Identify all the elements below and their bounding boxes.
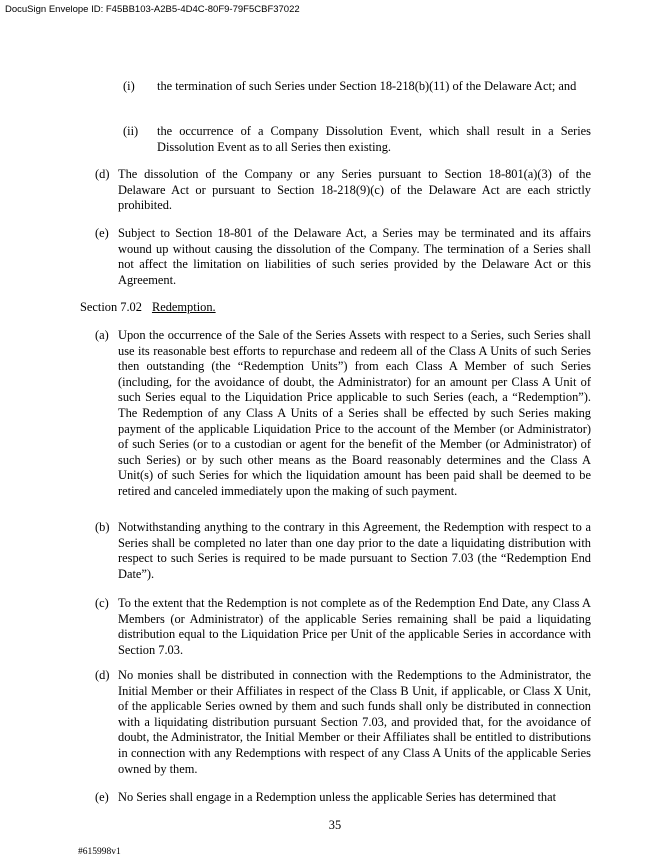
sub-item-label: (i) [123, 79, 135, 93]
list-item-label: (b) [95, 520, 110, 534]
list-item-b-redemption-end [95, 520, 591, 582]
list-item-label: (e) [95, 226, 109, 240]
list-item-e-termination [95, 226, 591, 288]
list-item-e-no-series [95, 790, 591, 806]
list-item-label: (d) [95, 167, 110, 181]
list-item-a-redemption [95, 328, 591, 500]
sub-item-label: (ii) [123, 124, 139, 138]
document-id: #615998v1 [78, 847, 121, 857]
sub-item-text: the termination of such Series under Section 18-218(b)(11) of the Delaware Act; and [157, 79, 577, 93]
list-item-label: (d) [95, 668, 110, 682]
list-item-text: Notwithstanding anything to the contrary in this Agreement, the Redemption with respect to a Series shall be completed no later than one day prior to the date a liquidating distribution with respect to such Series is required to be made pursuant to Section 7.03 (the “Redemption End Date”). [118, 520, 591, 581]
list-item-d-dissolution [95, 167, 591, 214]
sub-item-text: the occurrence of a Company Dissolution Event, which shall result in a Series Dissolution Event as to all Series then existing. [157, 124, 591, 154]
list-item-label: (a) [95, 328, 109, 342]
list-item-text: Subject to Section 18-801 of the Delaware Act, a Series may be terminated and its affairs wound up without causing the dissolution of the Company. The termination of a Series shall not affect the limitation on liabilities of such series provided by the Delaware Act or this Agreement. [118, 226, 591, 287]
list-item-label: (e) [95, 790, 109, 804]
list-item-text: No monies shall be distributed in connection with the Redemptions to the Administrator, the Initial Member or their Affiliates in respect of the Class B Unit, if applicable, or Class X Unit, of the applicable Series owned by them and such funds shall only be distributed in connection with a liquidating distribution pursuant Section 7.03, and provided that, for the avoidance of doubt, the Administrator, the Initial Member or their Affiliates shall be entitled to distributions in connection with any Redemptions with respect of any Class A Units of the applicable Series owned by them. [118, 668, 591, 776]
envelope-id: DocuSign Envelope ID: F45BB103-A2B5-4D4C-80F9-79F5CBF37022 [5, 4, 300, 15]
list-item-label: (c) [95, 596, 109, 610]
list-item-c-incomplete-redemption [95, 596, 591, 658]
list-item-text: Upon the occurrence of the Sale of the Series Assets with respect to a Series, such Series shall use its reasonable best efforts to repurchase and redeem all of the Class A Units of such Series then outstanding (the “Redemption Units”) from each Class A Member of such Series (including, for the avoidance of doubt, the Administrator) for an amount per Class A Unit of such Series equal to the Liquidation Price applicable to such Series (each, a “Redemption”). The Redemption of any Class A Units of a Series shall be effected by such Series making payment of the applicable Liquidation Price to the account of the Member (or Administrator) of such Series (or to a custodian or agent for the benefit of the Member (or Administrator) of such Series) or by such other means as the Board reasonably determines and the Class A Unit(s) of such Series for which the liquidation amount has been paid shall be deemed to be retired and canceled immediately upon the making of such payment. [118, 328, 591, 498]
sub-item-ii [123, 124, 591, 155]
section-number: Section 7.02 [80, 300, 142, 314]
list-item-d-no-monies [95, 668, 591, 777]
section-heading [80, 300, 216, 316]
sub-item-i [123, 79, 591, 95]
section-title: Redemption. [151, 300, 216, 314]
list-item-text: No Series shall engage in a Redemption unless the applicable Series has determined that [118, 790, 557, 804]
page-number: 35 [328, 818, 342, 832]
list-item-text: The dissolution of the Company or any Series pursuant to Section 18-801(a)(3) of the Delaware Act or pursuant to Section 18-218(9)(c) of the Delaware Act are each strictly prohibited. [118, 167, 591, 213]
list-item-text: To the extent that the Redemption is not complete as of the Redemption End Date, any Class A Members (or Administrator) of the applicable Series remaining shall be paid a liquidating distribution equal to the Liquidation Price per Unit of the applicable Series in accordance with Section 7.03. [118, 596, 591, 657]
